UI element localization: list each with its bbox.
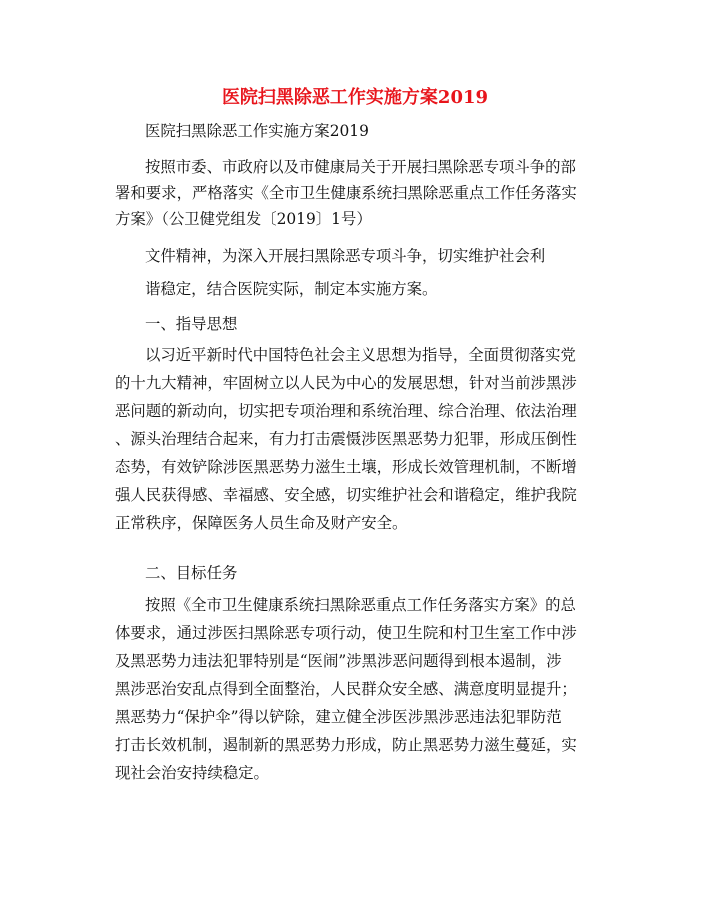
- subtitle-line: 医院扫黑除恶工作实施方案2019: [145, 122, 369, 140]
- paragraph-line: 方案》（公卫健党组发〔2019〕1号）: [115, 210, 372, 228]
- paragraph-line: 以习近平新时代中国特色社会主义思想为指导，全面贯彻落实党: [145, 346, 576, 364]
- paragraph-line: 体要求，通过涉医扫黑除恶专项行动，使卫生院和村卫生室工作中涉: [115, 624, 577, 642]
- section-heading: 一、指导思想: [145, 315, 238, 333]
- paragraph-line: 按照市委、市政府以及市健康局关于开展扫黑除恶专项斗争的部: [145, 158, 576, 176]
- paragraph-line: 按照《全市卫生健康系统扫黑除恶重点工作任务落实方案》的总: [145, 596, 576, 614]
- document-title: 医院扫黑除恶工作实施方案2019: [221, 87, 489, 108]
- paragraph-line: 正常秩序，保障医务人员生命及财产安全。: [115, 514, 408, 532]
- paragraph-line: 现社会治安持续稳定。: [115, 764, 269, 782]
- section-heading: 二、目标任务: [145, 564, 238, 582]
- paragraph-line: 文件精神，为深入开展扫黑除恶专项斗争，切实维护社会利: [145, 247, 546, 265]
- paragraph-line: 态势，有效铲除涉医黑恶势力滋生土壤，形成长效管理机制，不断增: [115, 458, 577, 476]
- paragraph-line: 恶问题的新动向，切实把专项治理和系统治理、综合治理、依法治理: [115, 402, 577, 420]
- paragraph-line: 黑涉恶治安乱点得到全面整治，人民群众安全感、满意度明显提升；: [115, 680, 577, 698]
- paragraph-line: 打击长效机制，遏制新的黑恶势力形成，防止黑恶势力滋生蔓延，实: [115, 736, 577, 754]
- paragraph-line: 的十九大精神，牢固树立以人民为中心的发展思想，针对当前涉黑涉: [115, 374, 577, 392]
- paragraph-line: 强人民获得感、幸福感、安全感，切实维护社会和谐稳定，维护我院: [115, 486, 577, 504]
- paragraph-line: 及黑恶势力违法犯罪特别是“医闹”涉黑涉恶问题得到根本遏制，涉: [115, 652, 562, 670]
- paragraph-line: 、源头治理结合起来，有力打击震慑涉医黑恶势力犯罪，形成压倒性: [115, 430, 577, 448]
- paragraph-line: 署和要求，严格落实《全市卫生健康系统扫黑除恶重点工作任务落实: [115, 184, 577, 202]
- paragraph-line: 黑恶势力“保护伞”得以铲除，建立健全涉医涉黑涉恶违法犯罪防范: [115, 708, 562, 726]
- paragraph-line: 谐稳定，结合医院实际，制定本实施方案。: [145, 280, 438, 298]
